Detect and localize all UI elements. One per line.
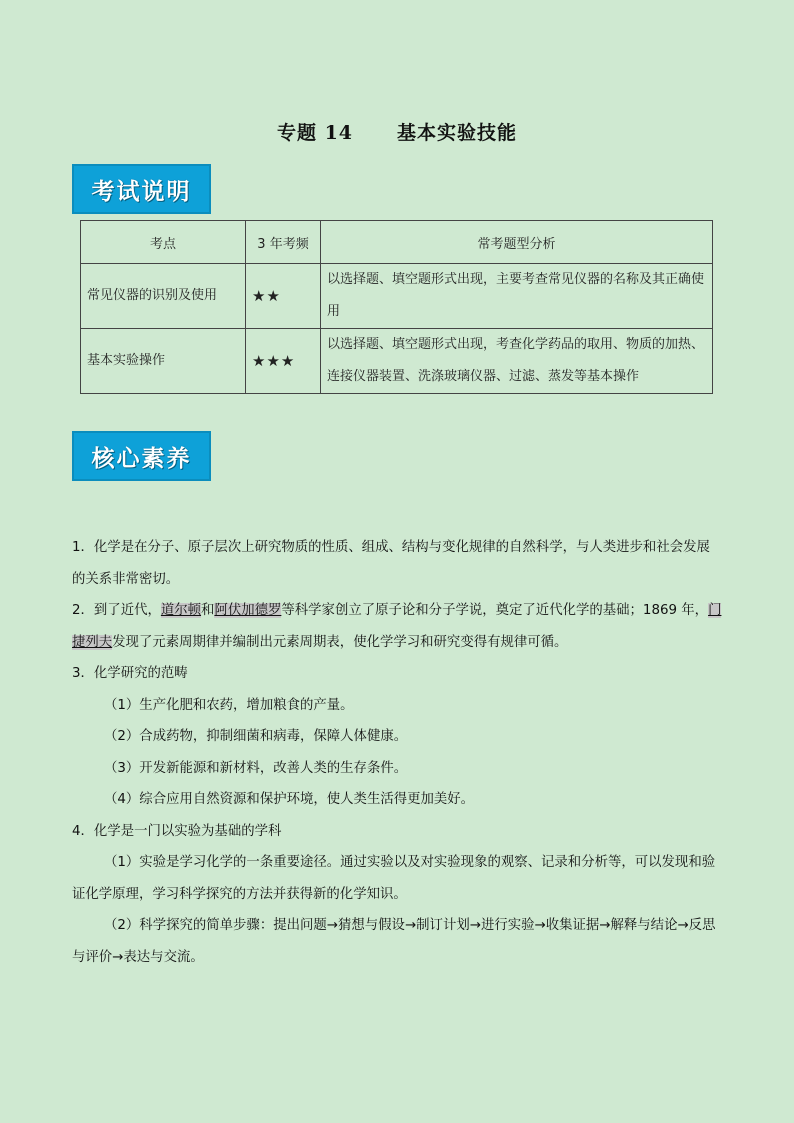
exam-description-banner: 考试说明 [72,164,211,214]
paragraph-2-text: 等科学家创立了原子论和分子学说，奠定了近代化学的基础；1869 年， [281,603,709,618]
topic-cell: 基本实验操作 [81,329,246,394]
analysis-cell: 以选择题、填空题形式出现，主要考查常见仪器的名称及其正确使用 [321,264,713,329]
table-header-cell: 考点 [81,221,246,264]
table-header-row [81,221,713,264]
scientist-link-avogadro[interactable]: 阿伏加德罗 [214,603,282,618]
paragraph-2-text: 发现了元素周期律并编制出元素周期表，使化学学习和研究变得有规律可循。 [112,634,568,650]
paragraph-4: 4．化学是一门以实验为基础的学科 [72,823,282,839]
paragraph-2-text: 2．到了近代， [72,603,161,618]
list-item: （3）开发新能源和新材料，改善人类的生存条件。 [104,760,408,776]
paragraph-3: 3．化学研究的范畴 [72,666,188,681]
list-item: （4）综合应用自然资源和保护环境，使人类生活得更加美好。 [104,792,475,807]
title-topic-name: 基本实验技能 [397,122,518,144]
table-row [81,264,713,329]
paragraph-2 [72,595,722,658]
analysis-cell: 以选择题、填空题形式出现，考查化学药品的取用、物质的加热、连接仪器装置、洗涤玻璃仪器、过滤、蒸发等基本操作 [321,329,713,394]
table-header-cell: 3 年考频 [246,221,321,264]
paragraph-2-text: 和 [201,603,215,618]
table-row [81,329,713,394]
core-literacy-banner: 核心素养 [72,431,211,481]
content-body [72,532,722,973]
frequency-stars: ★★ [246,264,321,329]
scientist-link-mendeleev[interactable]: 门捷列夫 [72,603,722,650]
list-item: （2）科学探究的简单步骤：提出问题→猜想与假设→制订计划→进行实验→收集证据→解释与结论→反思与评价→表达与交流。 [72,918,716,965]
paragraph-1: 1．化学是在分子、原子层次上研究物质的性质、组成、结构与变化规律的自然科学，与人类进步和社会发展的关系非常密切。 [72,540,710,587]
exam-table [80,220,713,394]
page-title [0,118,794,145]
table-header-cell: 常考题型分析 [321,221,713,264]
list-item: （1）实验是学习化学的一条重要途径。通过实验以及对实验现象的观察、记录和分析等，可以发现和验证化学原理，学习科学探究的方法并获得新的化学知识。 [72,855,716,902]
topic-cell: 常见仪器的识别及使用 [81,264,246,329]
title-topic-number: 专题 14 [276,122,354,144]
list-item: （1）生产化肥和农药，增加粮食的产量。 [104,697,354,713]
scientist-link-dalton[interactable]: 道尔顿 [160,603,202,618]
list-item: （2）合成药物，抑制细菌和病毒，保障人体健康。 [104,729,408,744]
frequency-stars: ★★★ [246,329,321,394]
